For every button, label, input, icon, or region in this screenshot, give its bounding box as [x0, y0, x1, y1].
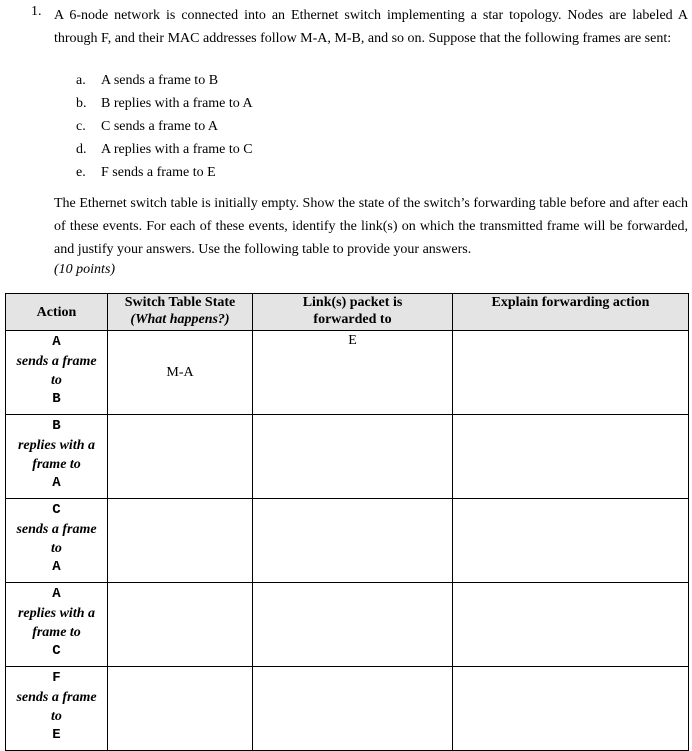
event-list: [76, 69, 253, 184]
list-letter: d.: [76, 142, 87, 157]
action-destination: E: [52, 727, 61, 743]
table-row: [6, 415, 689, 499]
action-cell: [6, 499, 108, 583]
action-verb: sends a frame to: [16, 354, 97, 388]
explain-cell[interactable]: [453, 667, 689, 751]
question-number: 1.: [31, 4, 42, 19]
list-letter: a.: [76, 73, 86, 88]
table-row: [6, 499, 689, 583]
table-row: [6, 331, 689, 415]
header-state-sub: (What happens?): [130, 312, 230, 327]
list-item: [76, 138, 253, 161]
answer-table: [5, 293, 689, 751]
action-verb: sends a frame to: [16, 690, 97, 724]
action-cell: [6, 583, 108, 667]
list-letter: e.: [76, 165, 86, 180]
state-cell[interactable]: [108, 667, 253, 751]
explain-cell[interactable]: [453, 499, 689, 583]
action-cell: [6, 415, 108, 499]
state-cell[interactable]: [108, 499, 253, 583]
action-verb: sends a frame to: [16, 522, 97, 556]
list-item: [76, 69, 253, 92]
table-row: [6, 583, 689, 667]
state-cell[interactable]: [108, 415, 253, 499]
header-state: [108, 294, 253, 331]
list-text: A sends a frame to B: [101, 73, 219, 88]
points: (10 points): [54, 262, 116, 277]
list-text: C sends a frame to A: [101, 119, 219, 134]
action-verb: replies with a frame to: [17, 606, 95, 640]
action-destination: B: [52, 391, 61, 407]
list-text: B replies with a frame to A: [101, 96, 253, 111]
action-destination: A: [52, 475, 61, 491]
action-source: A: [52, 586, 61, 602]
list-letter: c.: [76, 119, 86, 134]
header-row: [6, 294, 689, 331]
action-cell: [6, 667, 108, 751]
action-destination: A: [52, 559, 61, 575]
list-text: F sends a frame to E: [101, 165, 216, 180]
instructions: The Ethernet switch table is initially empty. Show the state of the switch’s forwarding table before and after each of these events. For each of these events, identify the link(s) on which the transmitted frame will be forwarded, and justify your answers. Use the following table to provide your answers.: [54, 196, 688, 257]
list-letter: b.: [76, 96, 87, 111]
list-text: A replies with a frame to C: [101, 142, 253, 157]
explain-cell[interactable]: [453, 415, 689, 499]
action-source: F: [52, 670, 61, 686]
question-intro: A 6-node network is connected into an Ethernet switch implementing a star topology. Nodes are labeled A through F, and their MAC addresses follow M-A, M-B, and so on. Suppose that the following frames are sent:: [54, 8, 688, 46]
action-source: A: [52, 334, 61, 350]
action-verb: replies with a frame to: [17, 438, 95, 472]
list-item: [76, 92, 253, 115]
action-source: C: [52, 502, 61, 518]
action-source: B: [52, 418, 61, 434]
table-row: [6, 667, 689, 751]
header-state-title: Switch Table State: [124, 295, 236, 310]
explain-cell[interactable]: [453, 583, 689, 667]
header-links: [253, 294, 453, 331]
action-cell: [6, 331, 108, 415]
action-destination: C: [52, 643, 61, 659]
explain-cell[interactable]: [453, 331, 689, 415]
links-cell[interactable]: [253, 499, 453, 583]
state-cell[interactable]: M-A: [108, 331, 253, 415]
state-cell[interactable]: [108, 583, 253, 667]
list-item: [76, 161, 253, 184]
header-links-text: Link(s) packet is forwarded to: [302, 295, 403, 327]
links-cell[interactable]: [253, 583, 453, 667]
header-action: Action: [6, 294, 108, 331]
links-cell[interactable]: [253, 415, 453, 499]
links-cell[interactable]: [253, 667, 453, 751]
links-cell[interactable]: E: [253, 331, 453, 415]
header-explain: Explain forwarding action: [453, 294, 689, 331]
list-item: [76, 115, 253, 138]
